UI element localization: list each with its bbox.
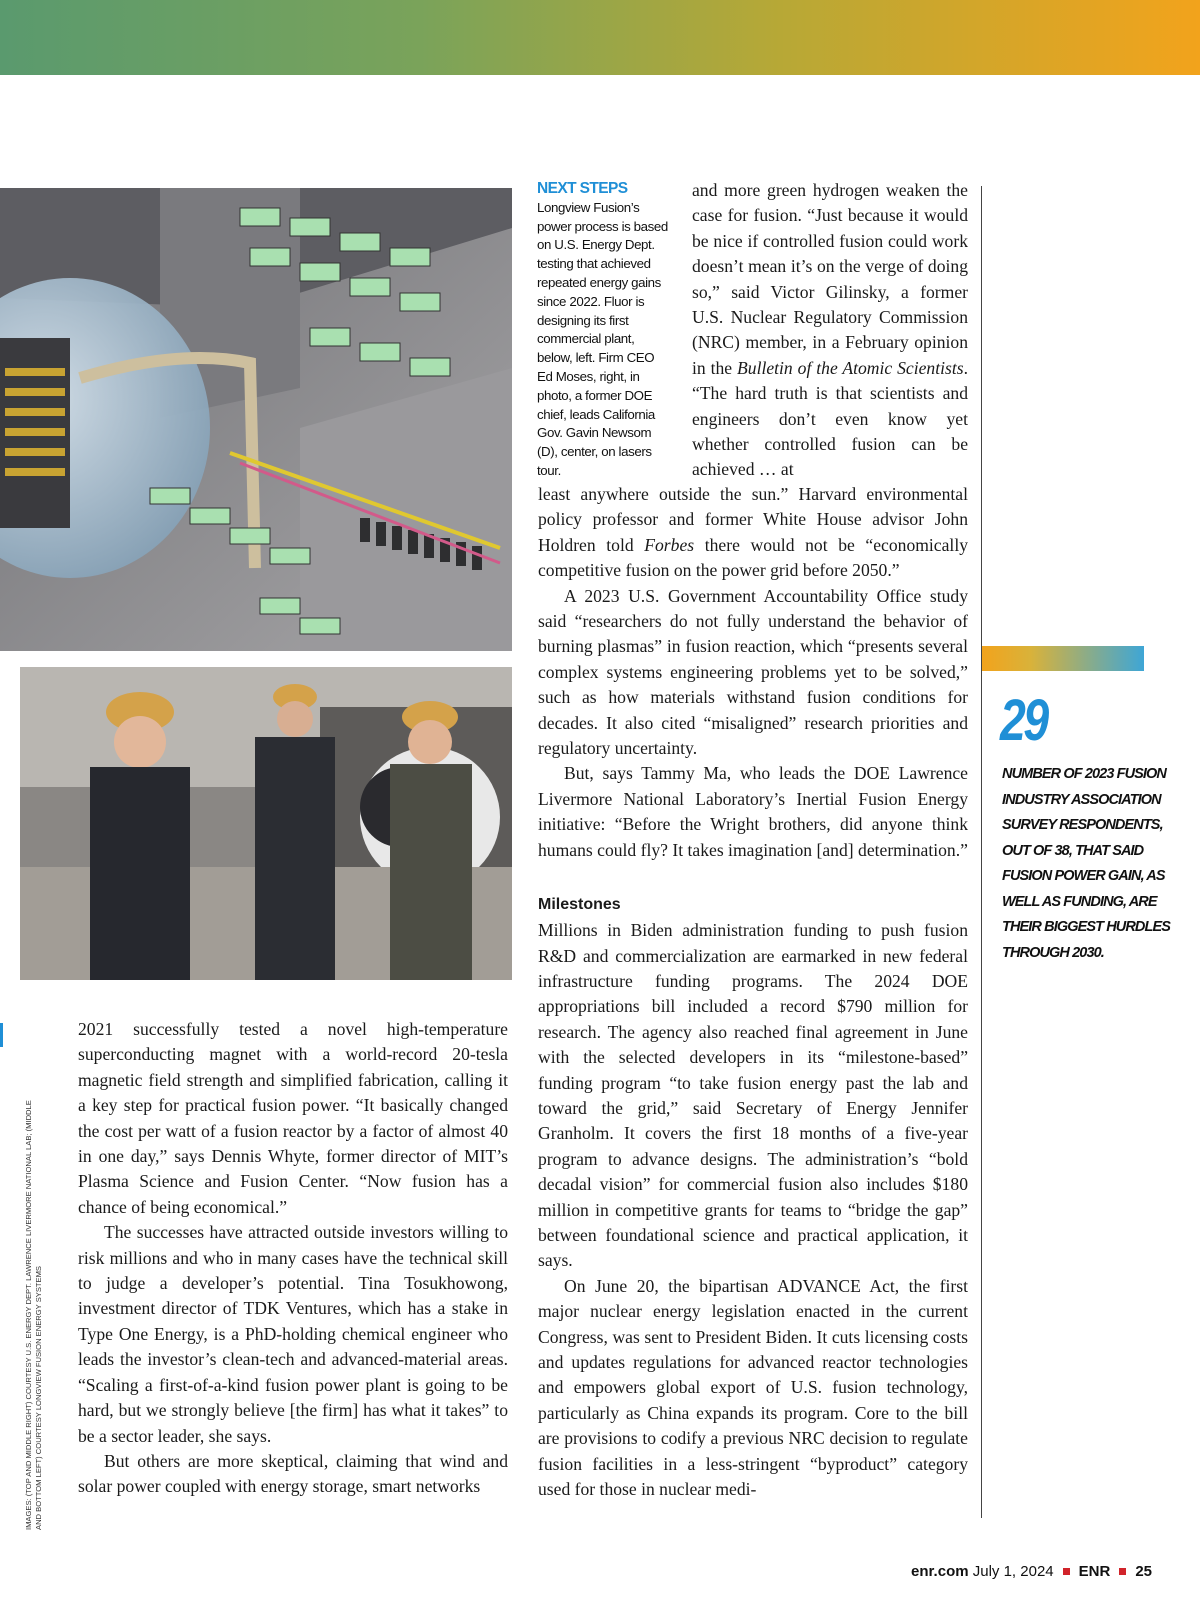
left-paragraph-1: 2021 successfully tested a novel high-temperature superconducting magnet with a world-record 20-tesla magnetic field strength and simplified fabrication, calling it a key step for practical fusion power. “It basically changed the cost per watt of a fusion reactor by a factor of almost 40 in one day,” says Dennis Whyte, former director of MIT’s Plasma Science and Fusion Center. “Now fusion has a chance of being economical.” xyxy=(78,1019,508,1217)
right-paragraph-top xyxy=(692,178,968,483)
lab-visit-photo-icon xyxy=(20,667,512,980)
sidebar-number: 29 xyxy=(1000,688,1047,753)
footer-square-icon xyxy=(1063,1568,1070,1575)
photo-caption xyxy=(537,180,671,481)
footer-magazine: ENR xyxy=(1078,1563,1111,1580)
page-footer xyxy=(911,1563,1152,1580)
footer-date: July 1, 2024 xyxy=(972,1563,1054,1580)
right-cont-text-b: there would not be “economically competitive fusion on the power grid before 2050.” xyxy=(538,534,968,581)
top-gradient-bar xyxy=(0,0,1200,75)
milestones-heading: Milestones xyxy=(538,896,621,914)
milestones-paragraph-2: On June 20, the bipartisan ADVANCE Act, the first major nuclear energy legislation enacted in the current Congress, was sent to President Biden. It cuts licensing costs and updates regulations for advanced reactor technologies and empowers global export of U.S. fusion technology, particularly as China expands its program. Core to the bill are provisions to codify a previous NRC decision to regulate fusion facilities in a less-stringent “byproduct” category used for those in nuclear medi- xyxy=(538,1275,968,1500)
blue-tick-mark xyxy=(0,1023,3,1047)
milestones-paragraph-1: Millions in Biden administration funding to push fusion R&D and commercialization are earmarked in new federal infrastructure funding programs. The 2024 DOE appropriations bill included a record $790 million for research. The agency also reached final agreement in June with the selected developers in its “milestone-based” funding program “to take fusion energy past the lab and toward the grid,” said Secretary of Energy Jennifer Granholm. It covers the first 18 months of a five-year program to advance designs. The administration’s “bold decadal vision” for commercial fusion also includes $180 million in competitive grants for teams to “bridge the gap” between foundational science and practical application, it says. xyxy=(538,920,968,1271)
sidebar-text: NUMBER OF 2023 FUSION INDUSTRY ASSOCIATION SURVEY RESPONDENTS, OUT OF 38, THAT SAID FUSION POWER GAIN, AS WELL AS FUNDING, ARE THEIR BIGGEST HURDLES THROUGH 2030. xyxy=(1002,766,1171,961)
right-cont-text-a: least anywhere outside the sun.” Harvard environmental policy professor and former White House advisor John Holdren told xyxy=(538,484,968,555)
lab-visit-photo xyxy=(20,667,512,980)
caption-text: Longview Fusion’s power process is based on U.S. Energy Dept. testing that achieved repeated energy gains since 2022. Fluor is designing its first commercial plant, below, left. Firm CEO Ed Moses, right, in photo, a former DOE chief, leads California Gov. Gavin Newsom (D), center, on lasers tour. xyxy=(537,199,668,478)
column-divider xyxy=(981,186,982,1518)
footer-site: enr.com xyxy=(911,1563,969,1580)
right-paragraph-continued xyxy=(538,482,968,584)
image-credit: IMAGES: (TOP AND MIDDLE RIGHT) COURTESY U.S. ENERGY DEPT. LAWRENCE LIVERMORE NATIONAL LAB; (MIDDLE AND BOTTOM LEFT) COURTESY LONGVIEW FUSION ENERGY SYSTEMS xyxy=(24,1100,43,1530)
right-top-italic: Bulletin of the Atomic Scientists xyxy=(737,357,964,378)
left-paragraph-2: The successes have attracted outside investors willing to risk millions and who in many cases have the technical skill to judge a developer’s potential. Tina Tosukhowong, investment director of TDK Ventures, which has a stake in Type One Energy, is a PhD-holding chemical engineer who leads the investor’s clean-tech and advanced-material areas. “Scaling a first-of-a-kind fusion power plant is going to be hard, but we strongly believe [the firm] has what it takes” to be a sector leader, she says. xyxy=(78,1222,508,1446)
right-paragraph-gao: A 2023 U.S. Government Accountability Office study said “researchers do not fully understand the behavior of burning plasmas” in fusion reaction, which “presents several complex systems engineering problems yet to be solved,” such as how materials withstand fusion conditions for decades. It also cited “misaligned” research priorities and regulatory uncertainty. xyxy=(538,585,968,759)
left-paragraph-3: But others are more skeptical, claiming that wind and solar power coupled with energy storage, smart networks xyxy=(78,1450,508,1497)
right-column xyxy=(538,482,968,1502)
sidebar-gradient-bar xyxy=(982,646,1144,671)
fusion-plant-rendering xyxy=(0,188,512,651)
caption-heading: NEXT STEPS xyxy=(537,180,628,197)
footer-page-number: 25 xyxy=(1135,1563,1152,1580)
right-top-text-b: . “The hard truth is that scientists and engineers don’t even know yet whether controlled fusion can be achieved … at xyxy=(692,357,968,480)
right-column-top xyxy=(692,178,968,483)
right-paragraph-ma: But, says Tammy Ma, who leads the DOE Lawrence Livermore National Laboratory’s Inertial Fusion Energy initiative: “Before the Wright brothers, did anyone think humans could fly? It takes imagination [and] determination.” xyxy=(538,763,968,860)
fusion-plant-rendering-icon xyxy=(0,188,512,651)
right-top-text-a: and more green hydrogen weaken the case for fusion. “Just because it would be nice if controlled fusion could work doesn’t mean it’s on the verge of doing so,” said Victor Gilinsky, a former U.S. Nuclear Regulatory Commission (NRC) member, in a February opinion in the xyxy=(692,180,968,378)
footer-square-icon-2 xyxy=(1119,1568,1126,1575)
right-cont-italic: Forbes xyxy=(644,534,695,555)
left-column xyxy=(78,1017,508,1500)
